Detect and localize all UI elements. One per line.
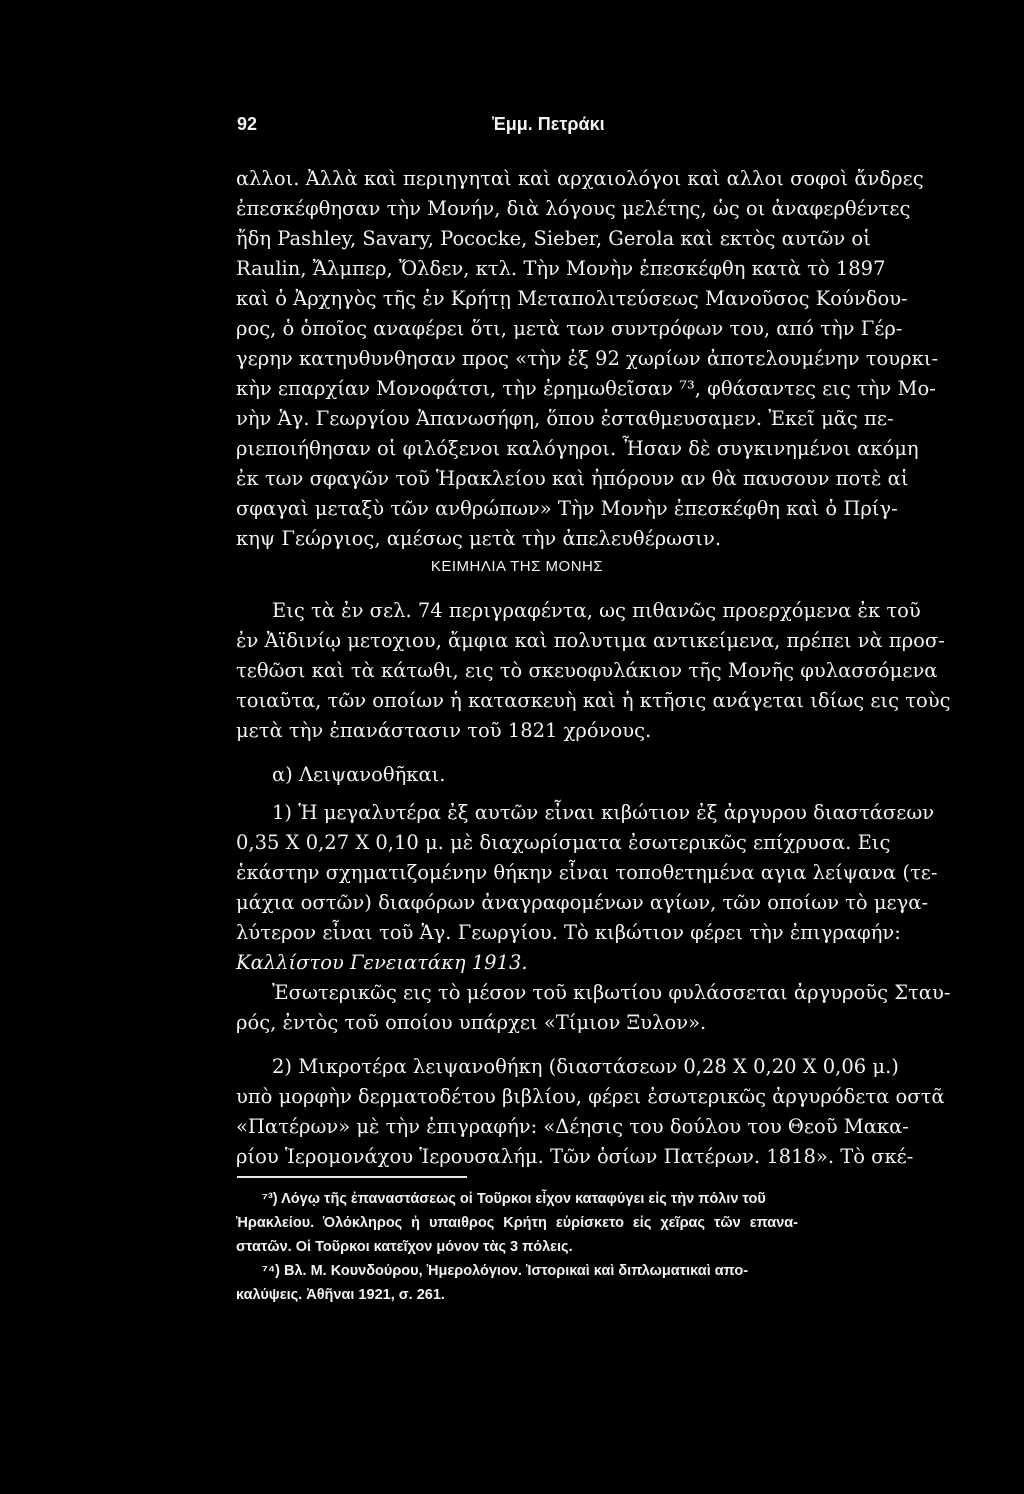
body-line: λύτερον εἶναι τοῦ Ἁγ. Γεωργίου. Τὸ κιβώτιον φέρει τὴν ἐπιγραφήν: bbox=[236, 921, 901, 944]
body-line: 0,35 X 0,27 X 0,10 μ. μὲ διαχωρίσματα ἐσωτερικῶς επίχρυσα. Εις bbox=[236, 831, 891, 854]
body-line: υπὸ μορφὴν δερματοδέτου βιβλίου, φέρει ἐσωτερικῶς ἀργυρόδετα οστᾶ bbox=[236, 1085, 945, 1108]
body-line: αλλοι. Ἀλλὰ καὶ περιηγηταὶ καὶ αρχαιολόγοι καὶ αλλοι σοφοὶ ἄνδρες bbox=[236, 167, 924, 190]
body-line: ρος, ὁ ὁποῖος αναφέρει ὅτι, μετὰ των συντρόφων του, από τὴν Γέρ- bbox=[236, 317, 903, 340]
body-line: Εις τὰ ἐν σελ. 74 περιγραφέντα, ως πιθανῶς προερχόμενα ἐκ τοῦ bbox=[272, 599, 921, 622]
footnote-marker: ⁷³) bbox=[262, 1191, 278, 1207]
section-title: ΚΕΙΜΗΛΙΑ ΤΗΣ ΜΟΝΗΣ bbox=[430, 558, 604, 575]
footnote-divider bbox=[237, 1176, 467, 1178]
body-line: μετὰ τὴν ἐπανάστασιν τοῦ 1821 χρόνους. bbox=[236, 719, 652, 742]
page-header bbox=[237, 114, 797, 144]
body-line: κὴν επαρχίαν Μονοφάτσι, τὴν ἐρημωθεῖσαν ⁷³, φθάσαντες εις τὴν Μο- bbox=[236, 377, 936, 400]
body-line: 2) Μικροτέρα λειψανοθήκη (διαστάσεων 0,28 X 0,20 X 0,06 μ.) bbox=[272, 1055, 899, 1078]
body-line: 1) Ἡ μεγαλυτέρα ἐξ αυτῶν εἶναι κιβώτιον ἐξ ἀργυρου διαστάσεων bbox=[272, 801, 935, 824]
footnote-line: καλύψεις. Ἀθῆναι 1921, σ. 261. bbox=[236, 1287, 445, 1303]
running-head: Ἐμμ. Πετράκι bbox=[492, 114, 605, 134]
inscription-line: Καλλίστου Γενειατάκη 1913. bbox=[236, 951, 528, 974]
footnote-line bbox=[262, 1260, 798, 1282]
body-line: ἑκάστην σχηματιζομένην θήκην εἶναι τοποθετημένα αγια λείψανα (τε- bbox=[236, 861, 938, 884]
body-line: ἐπεσκέφθησαν τὴν Μονήν, διὰ λόγους μελέτης, ὡς οι ἀναφερθέντες bbox=[236, 197, 911, 220]
body-line: μάχια οστῶν) διαφόρων ἀναγραφομένων αγίων, τῶν οποίων τὸ μεγα- bbox=[236, 891, 929, 914]
body-line: ρός, ἐντὸς τοῦ οποίου υπάρχει «Τίμιον Ξυλον». bbox=[236, 1011, 707, 1034]
body-line: ρίου Ἱερομονάχου Ἱερουσαλήμ. Τῶν ὁσίων Πατέρων. 1818». Τὸ σκέ- bbox=[236, 1145, 914, 1168]
body-line: κηψ Γεώργιος, αμέσως μετὰ τὴν ἀπελευθέρωσιν. bbox=[236, 527, 722, 550]
body-line: ἐν Ἀϊδινίῳ μετοχιου, ἄμφια καὶ πολυτιμα αντικείμενα, πρέπει νὰ προσ- bbox=[236, 629, 945, 652]
footnote-line bbox=[262, 1188, 798, 1210]
footnote-text: Λόγῳ τῆς ἐπαναστάσεως οἱ Τοῦρκοι εἶχον καταφύγει εἰς τὴν πόλιν τοῦ bbox=[281, 1191, 766, 1207]
body-line: τεθῶσι καὶ τὰ κάτωθι, εις τὸ σκευοφυλάκιον τῆς Μονῆς φυλασσόμενα bbox=[236, 659, 938, 682]
page-number: 92 bbox=[237, 114, 258, 134]
body-line: τοιαῦτα, τῶν οποίων ἡ κατασκευὴ καὶ ἡ κτῆσις ανάγεται ιδίως εις τοὺς bbox=[236, 689, 951, 712]
body-line: καὶ ὁ Ἀρχηγὸς τῆς ἐν Κρήτῃ Μεταπολιτεύσεως Μανοῦσος Κούνδου- bbox=[236, 287, 908, 310]
footnote-line: Ἡρακλείου. Ὁλόκληρος ἡ υπαιθρος Κρήτη εὑρίσκετο εἰς χεῖρας τῶν επανα- bbox=[236, 1215, 798, 1231]
body-line: σφαγαὶ μεταξὺ τῶν ανθρώπων» Τὴν Μονὴν ἐπεσκέφθη καὶ ὁ Πρίγ- bbox=[236, 497, 898, 520]
subheading: α) Λειψανοθῆκαι. bbox=[272, 763, 446, 786]
body-line: γερην κατηυθυνθησαν προς «τὴν ἐξ 92 χωρίων ἀποτελουμένην τουρκι- bbox=[236, 347, 939, 370]
body-line: ἤδη Pashley, Savary, Pococke, Sieber, Gerola καὶ εκτὸς αυτῶν οἱ bbox=[236, 227, 871, 250]
footnote-text: Βλ. Μ. Κουνδούρου, Ἡμερολόγιον. Ἱστορικαὶ καὶ διπλωματικαὶ απο- bbox=[284, 1263, 749, 1279]
body-line: νὴν Ἁγ. Γεωργίου Ἀπανωσήφη, ὅπου ἐσταθμευσαμεν. Ἐκεῖ μᾶς πε- bbox=[236, 407, 894, 430]
body-line: Ἐσωτερικῶς εις τὸ μέσον τοῦ κιβωτίου φυλάσσεται ἀργυροῦς Σταυ- bbox=[272, 981, 951, 1004]
body-line: ριεποιήθησαν οἱ φιλόξενοι καλόγηροι. Ἦσαν δὲ συγκινημένοι ακόμη bbox=[236, 437, 919, 460]
body-line: Raulin, Ἄλμπερ, Ὄλδεν, κτλ. Τὴν Μονὴν ἐπεσκέφθη κατὰ τὸ 1897 bbox=[236, 257, 886, 280]
body-line: ἐκ των σφαγῶν τοῦ Ἡρακλείου καὶ ἠπόρουν αν θὰ παυσουν ποτὲ αἱ bbox=[236, 467, 909, 490]
footnote-marker: ⁷⁴) bbox=[262, 1263, 280, 1279]
body-line: «Πατέρων» μὲ τὴν ἐπιγραφήν: «Δέησις του δούλου του Θεοῦ Μακα- bbox=[236, 1115, 909, 1138]
footnote-line: στατῶν. Οἱ Τοῦρκοι κατεῖχον μόνον τὰς 3 πόλεις. bbox=[236, 1239, 573, 1255]
